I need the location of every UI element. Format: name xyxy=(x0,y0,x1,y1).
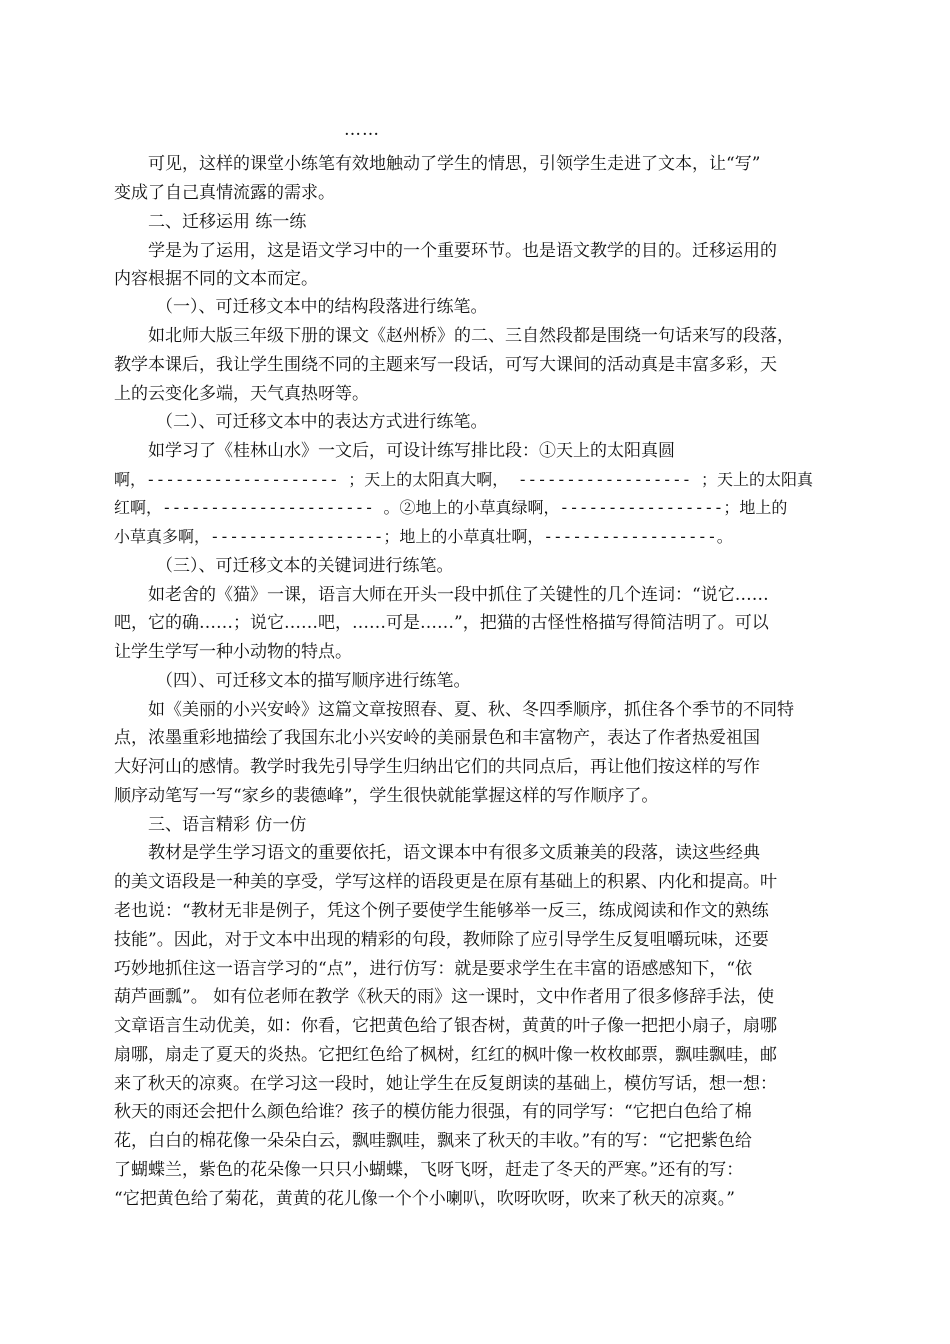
paragraph-line: 的美文语段是一种美的享受，学写这样的语段更是在原有基础上的积累、内化和提高。叶 xyxy=(114,872,777,892)
paragraph-line: 点，浓墨重彩地描绘了我国东北小兴安岭的美丽景色和丰富物产，表达了作者热爱祖国 xyxy=(114,728,760,748)
subsection-heading: （二）、可迁移文本中的表达方式进行练笔。 xyxy=(156,412,488,432)
paragraph-line: 秋天的雨还会把什么颜色给谁？孩子的模仿能力很强，有的同学写：“它把白色给了棉 xyxy=(114,1102,752,1122)
paragraph-line: 巧妙地抓住这一语言学习的“点”，进行仿写：就是要求学生在丰富的语感感知下，“依 xyxy=(114,959,753,979)
paragraph-line: 如《美丽的小兴安岭》这篇文章按照春、夏、秋、冬四季顺序，抓住各个季节的不同特 xyxy=(148,700,794,720)
fill-in-line: 小草真多啊，------------------；地上的小草真壮啊，------------------。 xyxy=(114,527,733,546)
paragraph-line: 葫芦画瓢”。 如有位老师在教学《秋天的雨》这一课时，文中作者用了很多修辞手法，使 xyxy=(114,987,775,1007)
paragraph-line: 上的云变化多端，天气真热呀等。 xyxy=(114,384,369,404)
section-heading: 二、迁移运用 练一练 xyxy=(148,212,307,232)
paragraph-line: 如老舍的《猫》一课，语言大师在开头一段中抓住了关键性的几个连词：“说它…… xyxy=(148,585,769,605)
paragraph-line: 让学生学写一种小动物的特点。 xyxy=(114,642,352,662)
paragraph-line: 扇哪，扇走了夏天的炎热。它把红色给了枫树，红红的枫叶像一枚枚邮票，飘哇飘哇，邮 xyxy=(114,1045,777,1065)
fill-in-line: 红啊，---------------------- 。②地上的小草真绿啊，-----------------；地上的 xyxy=(114,498,788,517)
subsection-heading: （三）、可迁移文本的关键词进行练笔。 xyxy=(156,556,454,576)
paragraph-line: 文章语言生动优美，如：你看，它把黄色给了银杏树，黄黄的叶子像一把把小扇子，扇哪 xyxy=(114,1016,777,1036)
paragraph-line: 了蝴蝶兰，紫色的花朵像一只只小蝴蝶，飞呀飞呀，赶走了冬天的严寒。”还有的写： xyxy=(114,1160,744,1180)
subsection-heading: （一）、可迁移文本中的结构段落进行练笔。 xyxy=(156,297,488,317)
paragraph-line: 学是为了运用，这是语文学习中的一个重要环节。也是语文教学的目的。迁移运用的 xyxy=(148,241,777,261)
paragraph-line: 老也说：“教材无非是例子，凭这个例子要使学生能够举一反三，练成阅读和作文的熟练 xyxy=(114,901,769,921)
paragraph-line: 来了秋天的凉爽。在学习这一段时，她让学生在反复朗读的基础上，模仿写话，想一想： xyxy=(114,1074,777,1094)
paragraph-line: 变成了自己真情流露的需求。 xyxy=(114,183,335,203)
paragraph-line: 大好河山的感情。教学时我先引导学生归纳出它们的共同点后，再让他们按这样的写作 xyxy=(114,757,760,777)
paragraph-line: 可见，这样的课堂小练笔有效地触动了学生的情思，引领学生走进了文本，让“写” xyxy=(148,154,761,174)
paragraph-line: 顺序动笔写一写“家乡的裴德峰”，学生很快就能掌握这样的写作顺序了。 xyxy=(114,786,659,806)
paragraph-line: 教材是学生学习语文的重要依托，语文课本中有很多文质兼美的段落，读这些经典 xyxy=(148,843,760,863)
fill-in-line: 啊，-------------------- ；天上的太阳真大啊， ------------------ ；天上的太阳真 xyxy=(114,470,813,489)
paragraph-line: 吧，它的确……；说它……吧，……可是……”，把猫的古怪性格描写得简洁明了。可以 xyxy=(114,613,769,633)
paragraph-line: 如北师大版三年级下册的课文《赵州桥》的二、三自然段都是围绕一句话来写的段落， xyxy=(148,326,794,346)
paragraph-line: “它把黄色给了菊花，黄黄的花儿像一个个小喇叭，吹呀吹呀，吹来了秋天的凉爽。” xyxy=(114,1189,735,1209)
section-heading: 三、语言精彩 仿一仿 xyxy=(148,815,307,835)
paragraph-line: 花，白白的棉花像一朵朵白云，飘哇飘哇，飘来了秋天的丰收。”有的写：“它把紫色给 xyxy=(114,1131,752,1151)
paragraph-line: 如学习了《桂林山水》一文后，可设计练写排比段：①天上的太阳真圆 xyxy=(148,441,675,461)
subsection-heading: （四）、可迁移文本的描写顺序进行练笔。 xyxy=(156,671,471,691)
ellipsis-line: …… xyxy=(344,120,380,140)
paragraph-line: 内容根据不同的文本而定。 xyxy=(114,269,318,289)
paragraph-line: 教学本课后，我让学生围绕不同的主题来写一段话，可写大课间的活动真是丰富多彩，天 xyxy=(114,355,777,375)
paragraph-line: 技能”。因此，对于文本中出现的精彩的句段，教师除了应引导学生反复咀嚼玩味，还要 xyxy=(114,930,769,950)
